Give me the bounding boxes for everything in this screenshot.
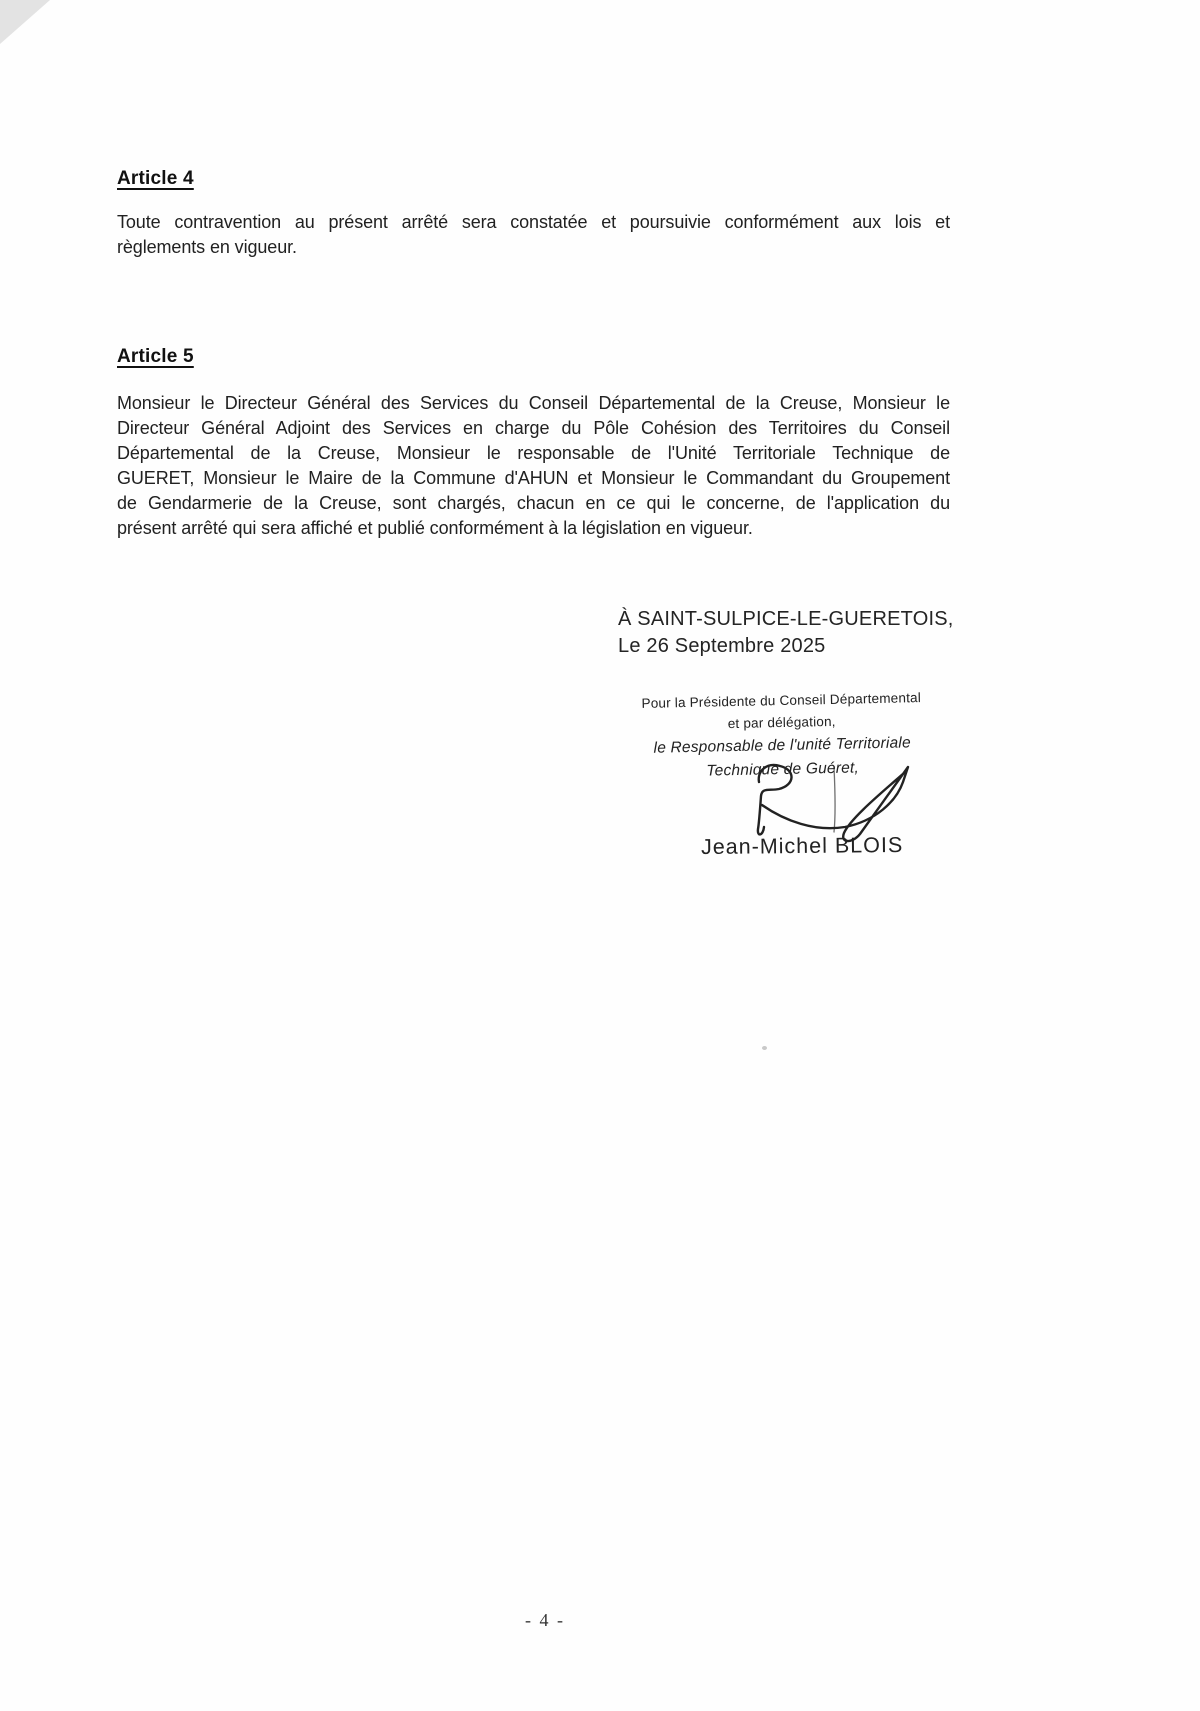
signatory-name: Jean-Michel BLOIS xyxy=(700,832,904,860)
paragraph-line: GUERET, Monsieur le Maire de la Commune d'AHUN et Monsieur le Commandant du Groupement xyxy=(117,468,950,488)
paragraph-line: présent arrêté qui sera affiché et publié conformément à la législation en vigueur. xyxy=(117,518,753,538)
delegation-line-2: et par délégation, xyxy=(727,713,836,732)
paragraph-line: Monsieur le Directeur Général des Services du Conseil Départemental de la Creuse, Monsieur le xyxy=(117,393,950,413)
scan-speck-artifact xyxy=(762,1046,767,1050)
article-4-heading: Article 4 xyxy=(117,168,194,189)
article-5-heading: Article 5 xyxy=(117,346,194,367)
delegation-line-3: le Responsable de l'unité Territoriale xyxy=(653,734,911,757)
delegation-line-1: Pour la Présidente du Conseil Départemental xyxy=(641,690,922,711)
page-number: - 4 - xyxy=(525,1610,565,1630)
paragraph-line: règlements en vigueur. xyxy=(117,237,297,257)
place-line: À SAINT-SULPICE-LE-GUERETOIS, xyxy=(618,608,954,630)
delegation-line-4: Technique de Guéret, xyxy=(706,759,860,780)
paragraph-line: Toute contravention au présent arrêté sera constatée et poursuivie conformément aux lois et xyxy=(117,212,950,232)
paragraph-line: Départemental de la Creuse, Monsieur le responsable de l'Unité Territoriale Technique de xyxy=(117,443,950,463)
scan-corner-artifact xyxy=(0,0,50,44)
article-5-paragraph xyxy=(117,391,950,541)
article-4-paragraph xyxy=(117,210,950,260)
paragraph-line: Directeur Général Adjoint des Services en charge du Pôle Cohésion des Territoires du Conseil xyxy=(117,418,950,438)
paragraph-line: de Gendarmerie de la Creuse, sont chargés, chacun en ce qui le concerne, de l'application du xyxy=(117,493,950,513)
date-line: Le 26 Septembre 2025 xyxy=(618,635,826,657)
place-date-block xyxy=(618,606,954,660)
